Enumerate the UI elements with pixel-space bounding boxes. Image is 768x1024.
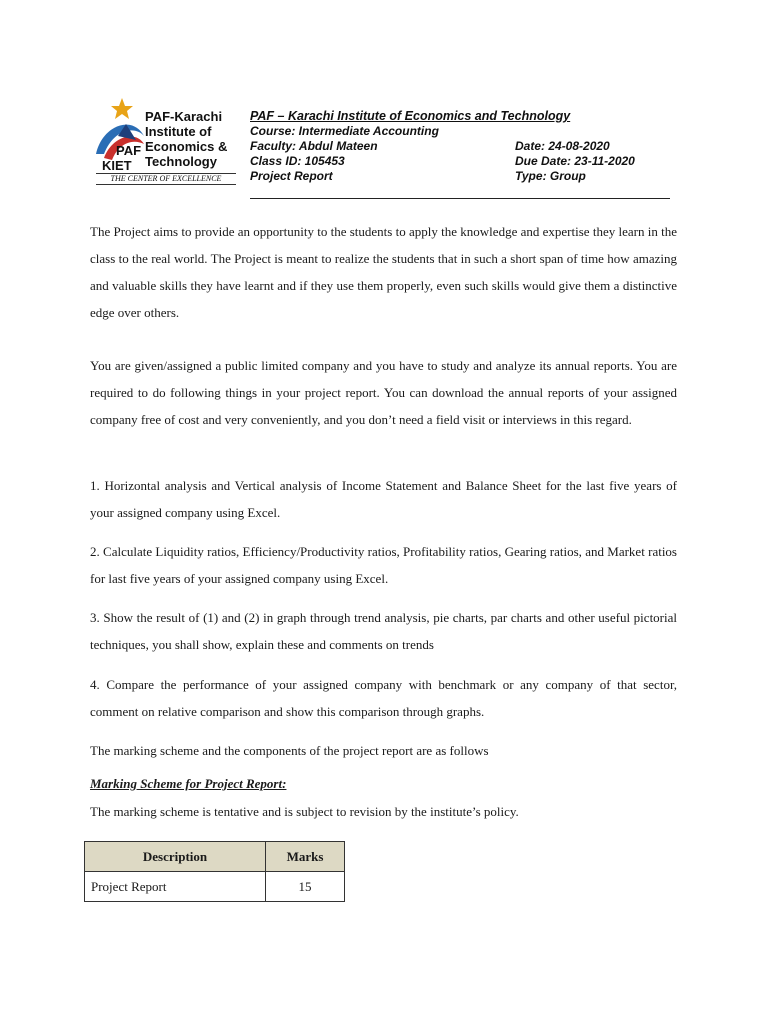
marking-table <box>84 841 345 902</box>
logo-star-icon <box>111 98 133 119</box>
header-divider <box>250 198 670 199</box>
table-header-row <box>85 842 345 872</box>
task-4-text: 4. Compare the performance of your assigned company with benchmark or any company of that sector, comment on relative comparison and show this comparison through graphs. <box>90 677 677 719</box>
date-label: Date: 24-08-2020 <box>515 139 610 153</box>
faculty-label: Faculty: Abdul Mateen <box>250 139 378 153</box>
task-4 <box>90 671 677 725</box>
report-row <box>250 169 670 184</box>
marking-title <box>90 775 677 793</box>
course-label: Course: Intermediate Accounting <box>250 124 439 138</box>
logo-paf: PAF <box>116 143 142 158</box>
faculty-row <box>250 139 670 154</box>
task-1-text: 1. Horizontal analysis and Vertical analysis of Income Statement and Balance Sheet for the last five years of your assigned company using Excel. <box>90 478 677 520</box>
intro-paragraph <box>90 218 677 326</box>
institute-name: PAF – Karachi Institute of Economics and Technology <box>250 109 571 123</box>
logo-tagline: THE CENTER OF EXCELLENCE <box>96 173 236 185</box>
course-row <box>250 124 670 139</box>
task-2-text: 2. Calculate Liquidity ratios, Efficiency/Productivity ratios, Profitability ratios, Gearing ratios, and Market ratios for last five years of your assigned company using Excel. <box>90 544 677 586</box>
logo-wordmark <box>145 109 227 169</box>
document-header <box>250 109 670 184</box>
logo-paf-kiet <box>102 143 141 173</box>
report-label: Project Report <box>250 169 333 183</box>
table-header-description: Description <box>85 842 266 872</box>
assignment-text: You are given/assigned a public limited company and you have to study and analyze its annual reports. You are required to do following things in your project report. You can download the annual reports of your assigned company free of cost and very conveniently, and you don’t need a field visit or interviews in this regard. <box>90 358 677 427</box>
class-row <box>250 154 670 169</box>
intro-text: The Project aims to provide an opportunity to the students to apply the knowledge and expertise they learn in the class to the real world. The Project is meant to realize the students that in such a short span of time how amazing and valuable skills they have learnt and if they use them properly, even such skills would give them a distinctive edge over others. <box>90 224 677 320</box>
components-line <box>90 742 677 760</box>
marking-note-text: The marking scheme is tentative and is subject to revision by the institute’s policy. <box>90 804 519 819</box>
table-row <box>85 872 345 902</box>
task-3 <box>90 604 677 658</box>
class-id-label: Class ID: 105453 <box>250 154 345 168</box>
logo-line-3: Economics & <box>145 139 228 154</box>
assignment-paragraph <box>90 352 677 433</box>
table-cell-marks: 15 <box>266 872 345 902</box>
task-3-text: 3. Show the result of (1) and (2) in graph through trend analysis, pie charts, par charts and other useful pictorial techniques, you shall show, explain these and comments on trends <box>90 610 677 652</box>
components-text: The marking scheme and the components of the project report are as follows <box>90 743 489 758</box>
marking-title-text: Marking Scheme for Project Report: <box>90 776 287 791</box>
type-label: Type: Group <box>515 169 586 183</box>
marking-note <box>90 803 677 821</box>
table-cell-description: Project Report <box>85 872 266 902</box>
due-date-label: Due Date: 23-11-2020 <box>515 154 635 168</box>
logo-line-1: PAF-Karachi <box>145 109 223 124</box>
logo-line-2: Institute of <box>145 124 212 139</box>
task-2 <box>90 538 677 592</box>
table-header-marks: Marks <box>266 842 345 872</box>
logo-line-4: Technology <box>145 154 217 169</box>
logo-kiet: KIET <box>102 158 132 173</box>
task-1 <box>90 472 677 526</box>
